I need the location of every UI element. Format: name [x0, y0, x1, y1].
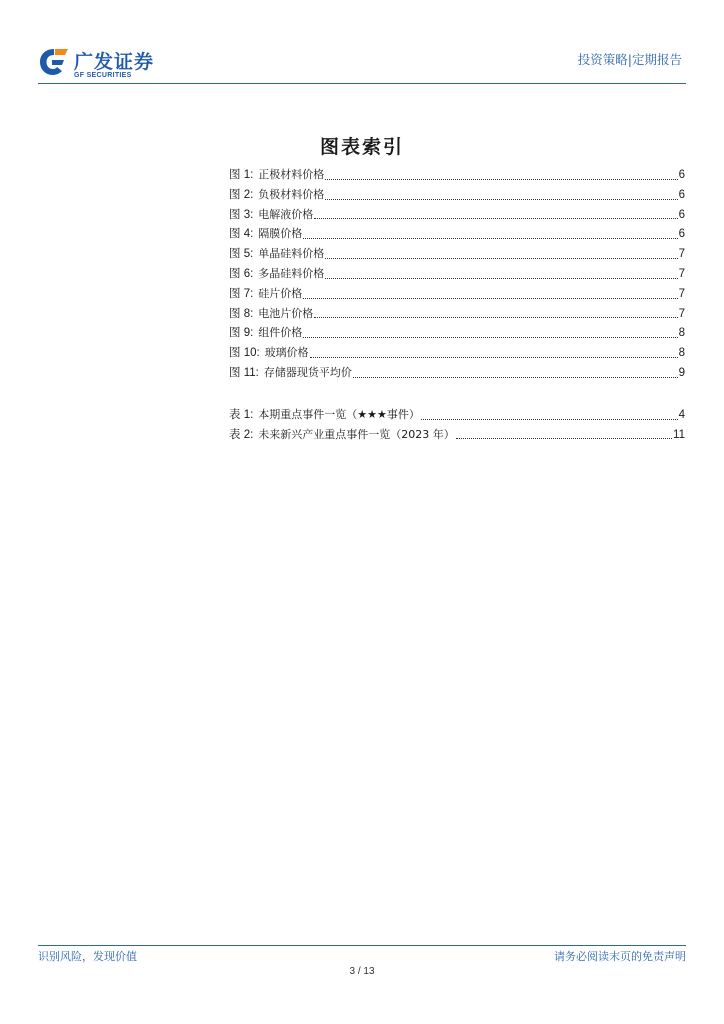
gf-logo-icon — [38, 47, 70, 77]
toc-entry-number: 图 9: — [229, 327, 254, 340]
toc-title: 图表索引 — [319, 136, 404, 158]
toc-entry-label — [229, 284, 302, 305]
toc-entry-title: 硅片价格 — [258, 286, 303, 300]
toc-entry-number: 图 3: — [229, 208, 254, 221]
toc-entry[interactable] — [229, 304, 685, 324]
toc-entry-title: 存储器现货平均价 — [263, 365, 352, 379]
toc-entry-label — [229, 323, 302, 344]
toc-entry-label — [229, 405, 420, 426]
toc-entry-label — [229, 363, 352, 384]
toc-entry[interactable] — [229, 425, 685, 445]
toc-entry-title: 本期重点事件一览（★★★事件） — [258, 407, 420, 421]
footer-disclaimer-note: 请务必阅读末页的免责声明 — [554, 950, 686, 963]
toc-leader-dots — [314, 217, 677, 219]
header-divider — [38, 83, 686, 84]
toc-entry-number: 图 5: — [229, 248, 254, 261]
toc-entry-label — [229, 304, 313, 325]
report-type: 投资策略|定期报告 — [577, 52, 682, 67]
toc-entry-number: 图 2: — [229, 188, 254, 201]
toc-entry-page: 6 — [678, 208, 685, 221]
toc-entry-title: 多晶硅料价格 — [258, 266, 325, 280]
toc-entry-page: 9 — [678, 366, 685, 379]
toc-entry-page: 11 — [673, 428, 685, 441]
toc-leader-dots — [310, 356, 678, 358]
toc-entry-number: 图 6: — [229, 267, 254, 280]
toc-entry[interactable] — [229, 244, 685, 264]
toc-leader-dots — [325, 198, 677, 200]
toc-entry-label — [229, 185, 324, 206]
toc-entry[interactable] — [229, 224, 685, 244]
toc-leader-dots — [353, 376, 678, 378]
toc-leader-dots — [303, 297, 677, 299]
toc-entry-number: 表 2: — [229, 428, 254, 441]
toc-entry-number: 图 10: — [229, 347, 260, 360]
toc-entry-number: 图 4: — [229, 228, 254, 241]
toc-entry-number: 图 1: — [229, 169, 254, 181]
toc-entry-title: 负极材料价格 — [258, 187, 325, 201]
toc-gap — [229, 383, 685, 405]
toc-entry-label — [229, 425, 455, 446]
toc-entry-page: 6 — [678, 169, 685, 181]
figure-index — [229, 165, 685, 383]
toc-entry-page: 8 — [678, 347, 685, 360]
toc-entry-page: 7 — [678, 307, 685, 320]
toc-entry-page: 6 — [678, 228, 685, 241]
gf-securities-logo — [38, 45, 158, 85]
toc-entry-number: 图 7: — [229, 287, 254, 300]
toc-entry-title: 隔膜价格 — [258, 227, 303, 241]
toc-leader-dots — [456, 437, 672, 439]
table-index — [229, 405, 685, 445]
toc-entry-label — [229, 224, 302, 245]
toc-entry[interactable] — [229, 405, 685, 425]
toc-entry[interactable] — [229, 284, 685, 304]
toc-entry-title: 单晶硅料价格 — [258, 247, 325, 261]
toc-entry-label — [229, 343, 309, 364]
toc-entry-number: 图 11: — [229, 366, 259, 379]
toc-entry-page: 7 — [678, 248, 685, 261]
toc-entry[interactable] — [229, 343, 685, 363]
footer-divider — [38, 945, 686, 946]
toc-leader-dots — [421, 418, 678, 420]
toc-entry[interactable] — [229, 205, 685, 225]
toc-entry[interactable] — [229, 363, 685, 383]
footer-slogan: 识别风险，发现价值 — [38, 950, 137, 963]
toc-entry-page: 7 — [678, 267, 685, 280]
toc-entry-title: 电解液价格 — [258, 207, 314, 221]
toc-entry-label — [229, 205, 313, 226]
logo-chinese-name: 广发证券 — [74, 51, 155, 73]
toc-entry[interactable] — [229, 165, 685, 185]
toc-entry[interactable] — [229, 185, 685, 205]
toc-entry-title: 玻璃价格 — [264, 346, 309, 360]
toc-entry-page: 6 — [678, 188, 685, 201]
toc-entry-label — [229, 165, 324, 186]
toc-leader-dots — [325, 178, 677, 180]
toc-entry-page: 7 — [678, 287, 685, 300]
toc-entry-page: 4 — [678, 408, 685, 421]
toc-entry[interactable] — [229, 264, 685, 284]
toc-entry-title: 正极材料价格 — [258, 168, 325, 181]
toc-leader-dots — [325, 277, 677, 279]
toc-entry-number: 图 8: — [229, 307, 254, 320]
toc-entry-title: 未来新兴产业重点事件一览（2023 年） — [258, 427, 455, 441]
toc-entry-label — [229, 264, 324, 285]
toc-leader-dots — [303, 336, 677, 338]
toc-leader-dots — [314, 316, 677, 318]
toc-entry-number: 表 1: — [229, 408, 254, 421]
page-number: 3 / 13 — [349, 966, 375, 977]
logo-english-name: GF SECURITIES — [74, 72, 132, 79]
toc-entry-title: 组件价格 — [258, 326, 303, 340]
toc-entry-title: 电池片价格 — [258, 306, 314, 320]
toc-leader-dots — [303, 237, 677, 239]
toc-list — [229, 165, 685, 444]
toc-leader-dots — [325, 257, 677, 259]
toc-entry-page: 8 — [678, 327, 685, 340]
toc-entry-label — [229, 244, 324, 265]
toc-entry[interactable] — [229, 323, 685, 343]
